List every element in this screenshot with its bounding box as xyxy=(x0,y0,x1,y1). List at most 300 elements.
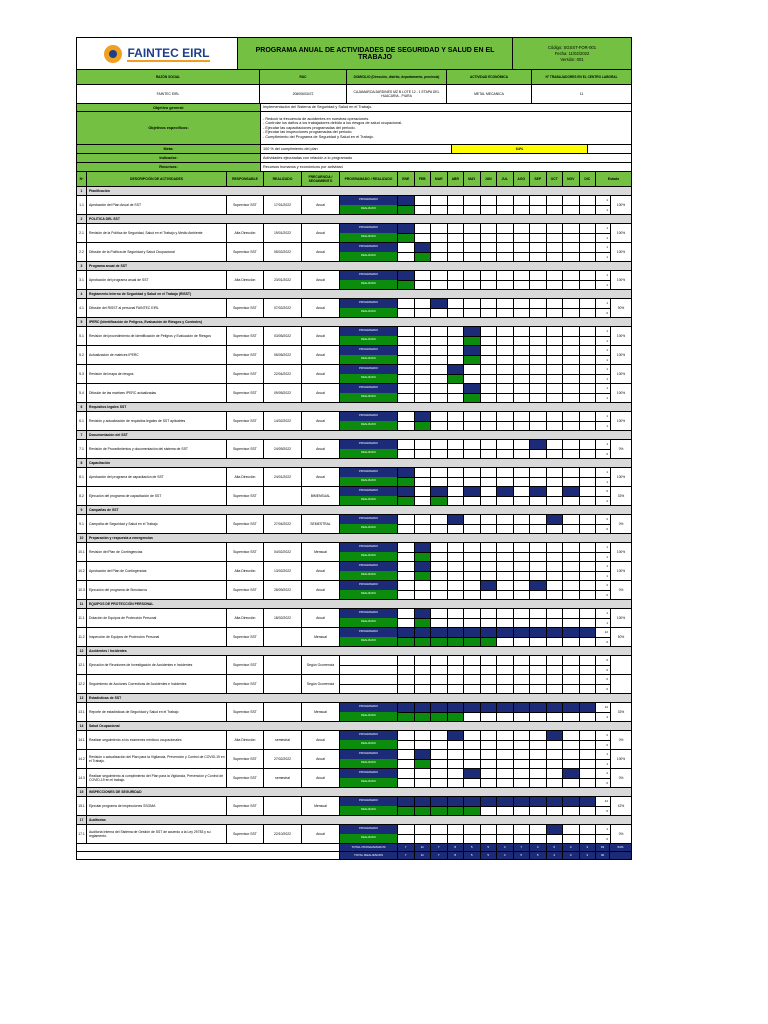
month-cell xyxy=(580,656,597,674)
task-done-date: 28/09/2022 xyxy=(264,581,302,599)
programmed-count: 1 xyxy=(596,299,610,309)
month-cell xyxy=(514,299,531,317)
month-cell xyxy=(448,224,465,242)
realized-count: 1 xyxy=(606,761,608,766)
status-programado: PROGRAMADO xyxy=(340,365,397,374)
task-responsible: Supervisor SST xyxy=(227,656,264,674)
month-cell xyxy=(563,487,580,505)
month-cell xyxy=(514,487,531,505)
company-info-label: N° TRABAJADORES EN EL CENTRO LABORAL xyxy=(532,70,631,84)
task-description: Aprobación del programa de capacitación de SST xyxy=(87,468,227,486)
section-row xyxy=(77,187,631,196)
section-row xyxy=(77,534,631,543)
task-percent xyxy=(611,656,631,674)
section-title: EQUIPOS DE PROTECCIÓN PERSONAL xyxy=(87,600,631,608)
program-sheet xyxy=(76,37,632,860)
month-cell xyxy=(481,196,498,214)
section-number: 9 xyxy=(77,506,87,514)
table-header xyxy=(77,172,631,187)
total-real-value: 5 xyxy=(530,852,547,859)
month-cell xyxy=(431,562,448,580)
month-cell xyxy=(431,656,448,674)
month-cell xyxy=(580,468,597,486)
programmed-count: 1 xyxy=(596,346,610,356)
status-realizado: REALIZADO xyxy=(340,740,397,749)
month-cell xyxy=(497,731,514,749)
month-cell xyxy=(514,675,531,693)
month-cell xyxy=(398,543,415,561)
status-programado: PROGRAMADO xyxy=(340,412,397,421)
totals-block xyxy=(77,844,631,859)
section-row xyxy=(77,647,631,656)
month-cell xyxy=(448,515,465,533)
realized-count: 5 xyxy=(606,808,608,813)
programmed-count: 1 xyxy=(596,562,610,572)
programmed-count: 1 xyxy=(596,609,610,619)
month-cell xyxy=(431,703,448,721)
task-done-date: 17/01/2022 xyxy=(264,196,302,214)
task-percent: 33% xyxy=(617,709,625,714)
section-number: 14 xyxy=(77,722,87,730)
task-done-date xyxy=(264,656,302,674)
task-status-cell xyxy=(340,703,398,721)
task-row xyxy=(77,365,631,384)
task-state-cell xyxy=(596,468,631,486)
task-percent: 100% xyxy=(616,277,626,282)
section-title: Documentación del SST xyxy=(87,431,631,439)
month-cell xyxy=(547,581,564,599)
month-cell xyxy=(530,468,547,486)
month-cell xyxy=(415,384,432,402)
realized-count: 1 xyxy=(606,235,608,240)
month-cell xyxy=(514,412,531,430)
meta-row xyxy=(77,145,631,154)
total-prog-value: 3 xyxy=(580,844,597,851)
objective-specific-item: - Cumplimiento del Programa de Seguridad y Salud en el Trabajo. xyxy=(263,134,374,139)
month-cell xyxy=(398,271,415,289)
task-frequency: Anual xyxy=(302,440,340,458)
task-row xyxy=(77,243,631,262)
task-responsible: Alta Dirección xyxy=(227,609,264,627)
realized-count: 0 xyxy=(606,592,608,597)
task-responsible: Supervisor SST xyxy=(227,243,264,261)
section-number: 11 xyxy=(77,600,87,608)
month-cell xyxy=(464,609,481,627)
company-info-label: ACTIVIDAD ECONÓMICA xyxy=(447,70,532,84)
month-cell xyxy=(398,750,415,768)
programmed-count: 1 xyxy=(596,224,610,234)
task-responsible: Supervisor SST xyxy=(227,769,264,787)
month-cell xyxy=(514,750,531,768)
task-row xyxy=(77,327,631,346)
section-title: Reglamento Interno de Seguridad y Salud en el Trabajo (RISST) xyxy=(87,290,631,298)
task-responsible: Supervisor SST xyxy=(227,703,264,721)
month-cell xyxy=(547,271,564,289)
section-row xyxy=(77,215,631,224)
task-status-cell xyxy=(340,750,398,768)
task-frequency: Anual xyxy=(302,412,340,430)
month-cell xyxy=(431,299,448,317)
task-percent: 100% xyxy=(616,371,626,376)
col-month-dic: DIC xyxy=(580,172,597,186)
status-programado: PROGRAMADO xyxy=(340,487,397,496)
task-frequency: Anual xyxy=(302,825,340,843)
task-frequency: Anual xyxy=(302,327,340,345)
section-title: Preparación y respuesta a emergencias xyxy=(87,534,631,542)
col-status: PROGRAMADO / REALIZADO xyxy=(340,172,398,186)
month-cell xyxy=(497,825,514,843)
task-responsible: Supervisor SST xyxy=(227,797,264,815)
status-realizado: REALIZADO xyxy=(340,393,397,402)
month-cell xyxy=(398,825,415,843)
realized-count: 0 xyxy=(606,451,608,456)
month-cell xyxy=(530,750,547,768)
month-cell xyxy=(514,327,531,345)
task-status-cell xyxy=(340,365,398,383)
month-cell xyxy=(497,327,514,345)
document-code-block xyxy=(513,38,631,69)
total-prog-value: 6 xyxy=(547,844,564,851)
task-responsible: Supervisor SST xyxy=(227,365,264,383)
programmed-count: 1 xyxy=(596,412,610,422)
task-description: Realizar seguimiento al cumplimiento del Plan para la Vigilancia, Prevención y Control de COVID-19 en el trabajo. xyxy=(87,769,227,787)
month-cell xyxy=(415,243,432,261)
task-state-cell xyxy=(596,384,631,402)
totals-row-prog xyxy=(77,844,631,852)
month-cell xyxy=(563,675,580,693)
month-cell xyxy=(464,825,481,843)
task-number: 12.1 xyxy=(77,656,87,674)
total-real-value: 3 xyxy=(563,852,580,859)
month-cell xyxy=(547,412,564,430)
month-cell xyxy=(547,703,564,721)
month-cell xyxy=(580,515,597,533)
task-description: Ejecutar programa de inspecciones SSOMA xyxy=(87,797,227,815)
month-cell xyxy=(563,243,580,261)
month-cell xyxy=(448,703,465,721)
status-realizado: REALIZADO xyxy=(340,355,397,364)
month-cell xyxy=(563,271,580,289)
realized-count: 0 xyxy=(606,667,608,672)
month-cell xyxy=(547,243,564,261)
month-cell xyxy=(547,346,564,364)
month-cell xyxy=(547,440,564,458)
task-done-date: 07/02/2022 xyxy=(264,299,302,317)
task-done-date xyxy=(264,797,302,815)
objective-specific-list xyxy=(261,112,631,144)
month-cell xyxy=(563,468,580,486)
month-cell xyxy=(431,487,448,505)
month-cell xyxy=(398,412,415,430)
company-info-value: 20600603472 xyxy=(260,85,347,103)
task-frequency: Anual xyxy=(302,346,340,364)
month-cell xyxy=(514,581,531,599)
document-date: Fecha: 11/02/2022 xyxy=(554,50,590,56)
task-status-cell xyxy=(340,731,398,749)
document-title: PROGRAMA ANUAL DE ACTIVIDADES DE SEGURIDAD Y SALUD EN EL TRABAJO xyxy=(238,38,513,69)
company-info-value: CAJAMARCA/JARDINES MZ B LOTE 12 - 1 ETAPA DEL HUACARIA - PIURA xyxy=(347,85,447,103)
task-row xyxy=(77,543,631,562)
month-cell xyxy=(580,487,597,505)
section-row xyxy=(77,816,631,825)
task-frequency: Anual xyxy=(302,365,340,383)
col-description: DESCRIPCIÓN DE ACTIVIDADES xyxy=(87,172,227,186)
month-cell xyxy=(580,384,597,402)
programmed-count: 1 xyxy=(596,327,610,337)
col-month-oct: OCT xyxy=(547,172,564,186)
month-cell xyxy=(431,468,448,486)
task-state-cell xyxy=(596,562,631,580)
month-cell xyxy=(398,299,415,317)
task-status-cell xyxy=(340,243,398,261)
month-cell xyxy=(464,515,481,533)
month-cell xyxy=(398,224,415,242)
section-number: 12 xyxy=(77,647,87,655)
realized-count: 1 xyxy=(606,207,608,212)
task-description: Reporte de estadísticas de Seguridad y Salud en el Trabajo xyxy=(87,703,227,721)
programmed-count: 1 xyxy=(596,271,610,281)
month-cell xyxy=(514,656,531,674)
task-description: Revisión o actualización del Plan para la Vigilancia, Prevención y Control de COVID-19 en el Trabajo. xyxy=(87,750,227,768)
month-cell xyxy=(431,609,448,627)
task-state-cell xyxy=(596,656,631,674)
month-cell xyxy=(497,365,514,383)
task-row xyxy=(77,609,631,628)
task-state-cell xyxy=(596,271,631,289)
month-cell xyxy=(464,703,481,721)
month-cell xyxy=(481,515,498,533)
task-done-date: 06/05/2022 xyxy=(264,346,302,364)
month-cell xyxy=(497,468,514,486)
month-cell xyxy=(580,224,597,242)
month-cell xyxy=(563,327,580,345)
month-cell xyxy=(530,224,547,242)
task-responsible: Supervisor SST xyxy=(227,412,264,430)
task-percent xyxy=(611,675,631,693)
month-cell xyxy=(398,675,415,693)
status-realizado: REALIZADO xyxy=(340,834,397,843)
task-status-cell xyxy=(340,327,398,345)
task-status-cell xyxy=(340,440,398,458)
month-cell xyxy=(580,628,597,646)
programmed-count: 2 xyxy=(596,731,610,741)
status-realizado: REALIZADO xyxy=(340,590,397,599)
month-cell xyxy=(580,675,597,693)
month-cell xyxy=(415,769,432,787)
month-cell xyxy=(398,346,415,364)
objective-specific-item: - Reducir la frecuencia de accidentes en nuestras operaciones. xyxy=(263,116,370,121)
month-cell xyxy=(497,628,514,646)
month-cell xyxy=(547,562,564,580)
month-cell xyxy=(448,327,465,345)
month-cell xyxy=(547,675,564,693)
total-prog-value: 5 xyxy=(481,844,498,851)
month-cell xyxy=(415,327,432,345)
month-cell xyxy=(497,515,514,533)
month-cell xyxy=(530,609,547,627)
section-title: INSPECCIONES DE SEGURIDAD xyxy=(87,788,631,796)
month-cell xyxy=(580,346,597,364)
month-cell xyxy=(481,797,498,815)
task-done-date: 27/04/2022 xyxy=(264,515,302,533)
task-row xyxy=(77,675,631,694)
month-cell xyxy=(530,271,547,289)
realized-count: 0 xyxy=(606,526,608,531)
month-cell xyxy=(415,365,432,383)
task-responsible: Alta Dirección xyxy=(227,731,264,749)
programmed-count: 1 xyxy=(596,243,610,253)
total-prog-value: 63 xyxy=(596,844,610,851)
task-responsible: Alta Dirección xyxy=(227,562,264,580)
task-number: 3.1 xyxy=(77,271,87,289)
month-cell xyxy=(530,412,547,430)
month-cell xyxy=(398,656,415,674)
month-cell xyxy=(563,581,580,599)
month-cell xyxy=(530,656,547,674)
task-state-cell xyxy=(596,412,631,430)
month-cell xyxy=(481,703,498,721)
task-responsible: Supervisor SST xyxy=(227,543,264,561)
month-cell xyxy=(563,797,580,815)
month-cell xyxy=(563,440,580,458)
task-number: 10.2 xyxy=(77,562,87,580)
month-cell xyxy=(481,731,498,749)
task-status-cell xyxy=(340,543,398,561)
month-cell xyxy=(415,562,432,580)
month-cell xyxy=(415,412,432,430)
col-month-abr: ABR xyxy=(448,172,465,186)
month-cell xyxy=(580,750,597,768)
task-status-cell xyxy=(340,299,398,317)
month-cell xyxy=(464,299,481,317)
section-title: Salud Ocupacional xyxy=(87,722,631,730)
month-cell xyxy=(481,224,498,242)
task-frequency: Mensual xyxy=(302,703,340,721)
month-cell xyxy=(431,365,448,383)
status-realizado: REALIZADO xyxy=(340,806,397,815)
month-cell xyxy=(448,581,465,599)
task-status-cell xyxy=(340,515,398,533)
month-cell xyxy=(580,412,597,430)
realized-count: 1 xyxy=(606,423,608,428)
month-cell xyxy=(448,468,465,486)
section-row xyxy=(77,318,631,327)
month-cell xyxy=(431,196,448,214)
status-programado: PROGRAMADO xyxy=(340,609,397,618)
month-cell xyxy=(464,346,481,364)
total-real-value: 3 xyxy=(580,852,597,859)
task-done-date: 24/01/2022 xyxy=(264,468,302,486)
totals-spacer xyxy=(77,852,340,859)
task-row xyxy=(77,384,631,403)
section-number: 6 xyxy=(77,403,87,411)
task-state-cell xyxy=(596,797,631,815)
col-responsible: RESPONSABLE xyxy=(227,172,264,186)
status-programado: PROGRAMADO xyxy=(340,769,397,778)
month-cell xyxy=(464,628,481,646)
task-state-cell xyxy=(596,196,631,214)
task-description: Aprobación del programa anual de SST xyxy=(87,271,227,289)
task-percent: 100% xyxy=(616,568,626,573)
task-percent: 90% xyxy=(617,305,625,310)
month-cell xyxy=(530,440,547,458)
task-state-cell xyxy=(596,825,631,843)
month-cell xyxy=(530,346,547,364)
task-done-date: semestral xyxy=(264,769,302,787)
month-cell xyxy=(398,769,415,787)
task-number: 14.2 xyxy=(77,750,87,768)
month-cell xyxy=(547,609,564,627)
task-row xyxy=(77,299,631,318)
month-cell xyxy=(415,581,432,599)
total-prog-value: 4 xyxy=(563,844,580,851)
month-cell xyxy=(580,196,597,214)
month-cell xyxy=(580,797,597,815)
month-cell xyxy=(514,769,531,787)
month-cell xyxy=(580,731,597,749)
month-cell xyxy=(580,825,597,843)
month-cell xyxy=(464,797,481,815)
month-cell xyxy=(431,543,448,561)
status-programado: PROGRAMADO xyxy=(340,703,397,712)
task-status-cell xyxy=(340,412,398,430)
task-percent: 100% xyxy=(616,474,626,479)
section-title: Auditorías xyxy=(87,816,631,824)
month-cell xyxy=(497,346,514,364)
month-cell xyxy=(448,675,465,693)
month-cell xyxy=(481,487,498,505)
month-cell xyxy=(497,543,514,561)
task-status-cell xyxy=(340,562,398,580)
section-row xyxy=(77,788,631,797)
task-responsible: Supervisor SST xyxy=(227,327,264,345)
task-state-cell xyxy=(596,731,631,749)
status-realizado: REALIZADO xyxy=(340,205,397,214)
month-cell xyxy=(464,675,481,693)
month-cell xyxy=(547,769,564,787)
month-cell xyxy=(398,440,415,458)
month-cell xyxy=(448,196,465,214)
task-row xyxy=(77,581,631,600)
task-description: Aprobación del Plan Anual de SST xyxy=(87,196,227,214)
month-cell xyxy=(431,243,448,261)
month-cell xyxy=(514,562,531,580)
task-number: 12.2 xyxy=(77,675,87,693)
task-description: Aprobación del Plan de Contingencias xyxy=(87,562,227,580)
task-state-cell xyxy=(596,750,631,768)
month-cell xyxy=(448,656,465,674)
month-cell xyxy=(514,384,531,402)
col-month-sep: SEP xyxy=(530,172,547,186)
month-cell xyxy=(563,656,580,674)
month-cell xyxy=(514,365,531,383)
month-cell xyxy=(464,656,481,674)
month-cell xyxy=(481,299,498,317)
month-cell xyxy=(481,243,498,261)
month-cell xyxy=(415,468,432,486)
month-cell xyxy=(398,628,415,646)
col-month-ene: ENE xyxy=(398,172,415,186)
task-percent: 50% xyxy=(617,634,625,639)
month-cell xyxy=(464,327,481,345)
month-cell xyxy=(514,609,531,627)
programmed-count: 1 xyxy=(596,384,610,394)
task-percent: 100% xyxy=(616,549,626,554)
month-cell xyxy=(464,731,481,749)
month-cell xyxy=(415,196,432,214)
task-state-cell xyxy=(596,543,631,561)
status-realizado: REALIZADO xyxy=(340,552,397,561)
